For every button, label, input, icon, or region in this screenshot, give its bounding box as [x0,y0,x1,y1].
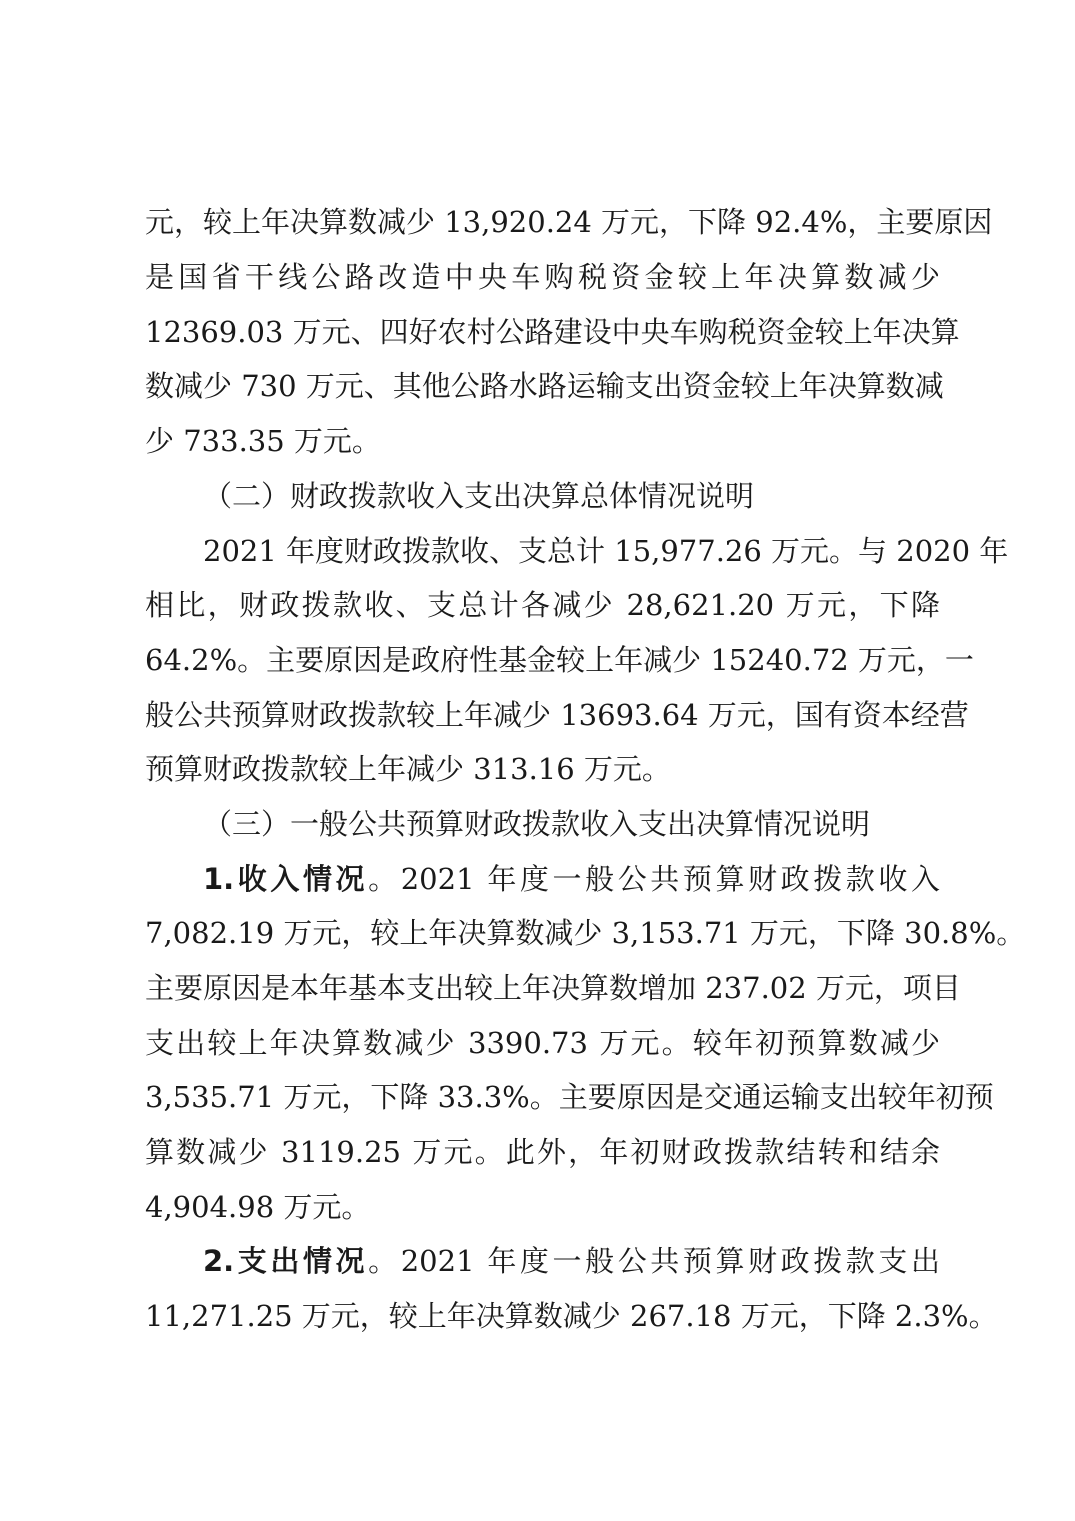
text-line: 7,082.19 万元，较上年决算数减少 3,153.71 万元，下降 30.8%。 [145,916,1026,950]
section-heading: （二）财政拨款收入支出决算总体情况说明 [203,479,755,513]
text-line: 是国省干线公路改造中央车购税资金较上年决算数减少 [145,260,940,294]
text-line: 元，较上年决算数减少 13,920.24 万元，下降 92.4%，主要原因 [145,205,993,239]
income-first-line [203,859,940,899]
text-line: 主要原因是本年基本支出较上年决算数增加 237.02 万元，项目 [145,971,961,1005]
text-line: 支出较上年决算数减少 3390.73 万元。较年初预算数减少 [145,1026,940,1060]
text-line: 数减少 730 万元、其他公路水路运输支出资金较上年决算数减 [145,369,944,403]
income-label: 1.收入情况 [203,862,369,896]
text-line: 4,904.98 万元。 [145,1190,371,1224]
expenditure-label: 2.支出情况 [203,1244,369,1278]
text-line: 2021 年度财政拨款收、支总计 15,977.26 万元。与 2020 年 [203,534,1009,568]
expenditure-first-line [203,1241,940,1281]
text-line: 相比，财政拨款收、支总计各减少 28,621.20 万元，下降 [145,588,940,622]
expenditure-first-line-text: 。2021 年度一般公共预算财政拨款支出 [368,1244,940,1278]
income-first-line-text: 。2021 年度一般公共预算财政拨款收入 [368,862,940,896]
section-heading: （三）一般公共预算财政拨款收入支出决算情况说明 [203,807,871,841]
text-line: 64.2%。主要原因是政府性基金较上年减少 15240.72 万元，一 [145,643,974,677]
text-line: 算数减少 3119.25 万元。此外，年初财政拨款结转和结余 [145,1135,940,1169]
text-line: 3,535.71 万元，下降 33.3%。主要原因是交通运输支出较年初预 [145,1080,994,1114]
text-line: 预算财政拨款较上年减少 313.16 万元。 [145,752,671,786]
text-line: 少 733.35 万元。 [145,424,381,458]
text-line: 般公共预算财政拨款较上年减少 13693.64 万元，国有资本经营 [145,698,969,732]
text-line: 12369.03 万元、四好农村公路建设中央车购税资金较上年决算 [145,315,960,349]
text-line: 11,271.25 万元，较上年决算数减少 267.18 万元，下降 2.3%。 [145,1299,998,1333]
